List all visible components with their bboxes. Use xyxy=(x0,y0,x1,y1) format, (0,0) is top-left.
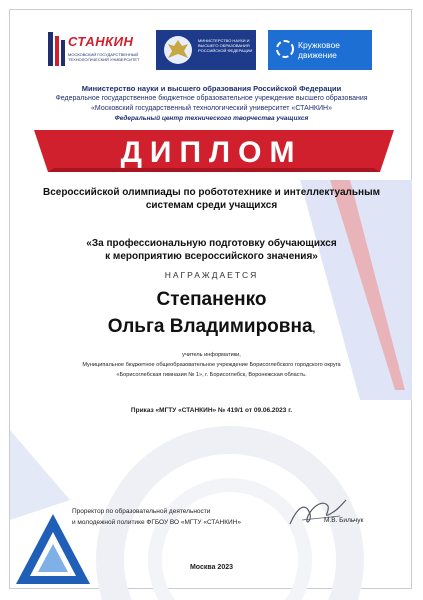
order-reference: Приказ «МГТУ «СТАНКИН» № 419/1 от 09.06.2023 г. xyxy=(130,407,293,414)
signatory-line2: и молодежной политике ФГБОУ ВО «МГТУ «СТАНКИН» xyxy=(72,519,241,526)
stankin-logo-word: СТАНКИН xyxy=(68,34,134,49)
recipient-org-line2: «Борисоглебская гимназия № 1», г. Борисоглебск, Воронежская область. xyxy=(116,372,307,378)
kruzhkovoe-logo-text xyxy=(298,40,340,60)
logo-row xyxy=(0,26,423,76)
ministry-logo xyxy=(156,30,256,70)
header-ministry: Министерство науки и высшего образования Российской Федерации xyxy=(81,84,342,93)
header-center: Федеральный центр технического творчества учащихся xyxy=(114,115,309,122)
recipient-comma: , xyxy=(312,324,316,335)
left-triangle-shape xyxy=(10,430,70,520)
award-line2: к мероприятию всероссийского значения» xyxy=(105,251,318,262)
olympiad-line2: системам среди учащихся xyxy=(145,200,278,211)
olympiad-name xyxy=(20,186,403,212)
diploma-title: ДИПЛОМ xyxy=(120,136,303,169)
award-reason xyxy=(40,237,383,263)
award-line1: «За профессиональную подготовку обучающихся xyxy=(86,238,337,249)
olympiad-line1: Всероссийской олимпиады по робототехнике и интеллектуальным xyxy=(42,187,381,198)
awarded-label: НАГРАЖДАЕТСЯ xyxy=(164,270,259,280)
eagle-emblem-icon xyxy=(162,34,194,66)
city-year: Москва 2023 xyxy=(189,564,234,571)
handwritten-signature xyxy=(284,496,352,530)
signatory-title xyxy=(72,506,241,528)
header-university: «Московский государственный технологический университет «СТАНКИН» xyxy=(91,105,332,112)
stankin-logo-subtitle: МОСКОВСКИЙ ГОСУДАРСТВЕННЫЙ ТЕХНОЛОГИЧЕСКИЙ УНИВЕРСИТЕТ xyxy=(68,52,140,62)
stankin-mark-icon xyxy=(46,30,68,70)
stankin-logo xyxy=(46,30,144,72)
bottom-circle-shape-inner xyxy=(155,485,305,600)
kruzhkovoe-line2: движение xyxy=(298,50,337,60)
recipient-position: учитель информатики, xyxy=(182,352,241,358)
ministry-logo-text: МИНИСТЕРСТВО НАУКИ И ВЫСШЕГО ОБРАЗОВАНИЯ РОССИЙСКОЙ ФЕДЕРАЦИИ xyxy=(198,38,253,53)
signatory-name: М.В. Бильчук xyxy=(324,517,364,524)
recipient-surname: Степаненко xyxy=(156,289,267,310)
signatory-line1: Проректор по образовательной деятельности xyxy=(72,508,211,515)
header-institution-type: Федеральное государственное бюджетное образовательное учреждение высшего образования xyxy=(55,95,368,102)
kruzhkovoe-logo xyxy=(268,30,372,70)
recipient-given: Ольга Владимировна xyxy=(107,316,313,337)
kruzhkovoe-ring-icon xyxy=(274,38,296,60)
kruzhkovoe-line1: Кружковое xyxy=(298,40,341,50)
recipient-org-line1: Муниципальное бюджетное общеобразовательное учреждение Борисоглебского городского округа xyxy=(82,362,341,368)
corner-triangle-logo xyxy=(14,512,92,586)
recipient-given-names xyxy=(0,316,423,338)
